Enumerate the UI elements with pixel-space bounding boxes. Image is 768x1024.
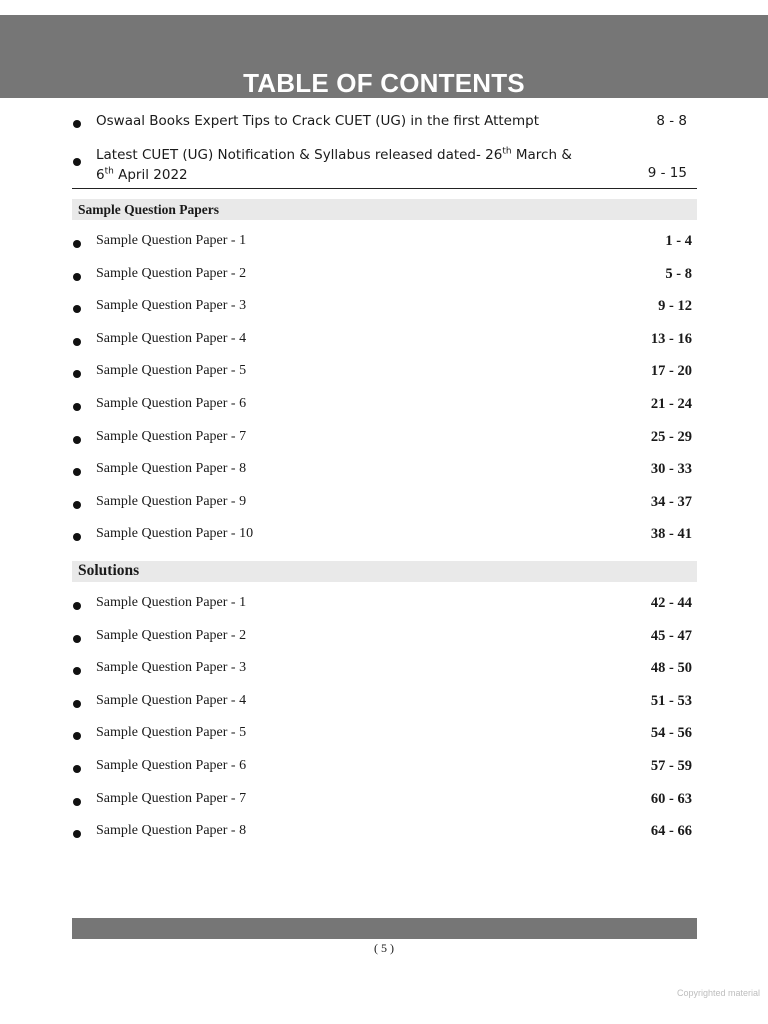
- toc-entry-label: Oswaal Books Expert Tips to Crack CUET (UG) in the first Attempt: [96, 113, 540, 129]
- toc-entry[interactable]: [72, 492, 692, 516]
- toc-entry[interactable]: [72, 658, 692, 682]
- toc-entry-pages: 21 - 24: [650, 396, 692, 412]
- toc-entry[interactable]: [72, 111, 692, 135]
- toc-entry-label: Latest CUET (UG) Notification & Syllabus released dated- 26th March & 6th April 2022: [96, 146, 572, 183]
- toc-entry-label: Sample Question Paper - 5: [96, 725, 247, 741]
- toc-entry-label: Sample Question Paper - 7: [96, 428, 247, 444]
- toc-entry-pages: 38 - 41: [650, 526, 692, 543]
- toc-entry-label: Sample Question Paper - 8: [96, 823, 247, 839]
- toc-entry-pages: 25 - 29: [650, 428, 692, 445]
- toc-entry[interactable]: [72, 626, 692, 650]
- toc-entry-label: Sample Question Paper - 8: [96, 461, 247, 477]
- toc-entry[interactable]: [72, 723, 692, 747]
- toc-entry-label: Sample Question Paper - 3: [96, 298, 247, 314]
- bullet-icon: [73, 468, 81, 476]
- bullet-icon: [73, 120, 81, 128]
- toc-entry-label: Sample Question Paper - 4: [96, 692, 247, 708]
- bullet-icon: [73, 830, 81, 838]
- page-title: TABLE OF CONTENTS: [243, 68, 525, 98]
- bullet-icon: [73, 158, 81, 166]
- toc-entry-label: Sample Question Paper - 9: [96, 493, 247, 509]
- toc-entry[interactable]: [72, 329, 692, 353]
- bullet-icon: [73, 732, 81, 740]
- bullet-icon: [73, 635, 81, 643]
- toc-entry-pages: 51 - 53: [650, 692, 692, 709]
- bullet-icon: [73, 370, 81, 378]
- section-heading-solutions: Solutions: [72, 561, 697, 582]
- toc-entry-pages: 9 - 12: [658, 298, 692, 315]
- bullet-icon: [73, 305, 81, 313]
- bullet-icon: [73, 403, 81, 411]
- toc-entry[interactable]: [72, 821, 692, 845]
- bullet-icon: [73, 667, 81, 675]
- toc-entry-pages: 30 - 33: [650, 461, 692, 478]
- toc-entry-label: Sample Question Paper - 3: [96, 660, 247, 676]
- toc-entry-pages: 5 - 8: [665, 265, 692, 282]
- toc-entry-pages: 34 - 37: [650, 493, 692, 510]
- section-heading-sample-papers: Sample Question Papers: [72, 199, 697, 220]
- toc-entry-label: Sample Question Paper - 2: [96, 265, 247, 281]
- bullet-icon: [73, 436, 81, 444]
- toc-entry[interactable]: [72, 789, 692, 813]
- toc-entry-label: Sample Question Paper - 5: [96, 363, 247, 379]
- toc-entry-pages: 8 - 8: [656, 113, 687, 129]
- toc-entry[interactable]: [72, 459, 692, 483]
- page-number: ( 5 ): [374, 941, 394, 955]
- toc-entry-label: Sample Question Paper - 1: [96, 233, 247, 248]
- toc-entry[interactable]: [72, 427, 692, 451]
- bullet-icon: [73, 501, 81, 509]
- toc-entry[interactable]: [72, 296, 692, 320]
- bullet-icon: [73, 240, 81, 248]
- toc-entry-pages: 60 - 63: [650, 790, 692, 807]
- bullet-icon: [73, 700, 81, 708]
- toc-entry-pages: 1 - 4: [665, 233, 692, 249]
- toc-entry-label: Sample Question Paper - 10: [96, 526, 254, 542]
- toc-entry[interactable]: [72, 524, 692, 548]
- toc-entry-pages: 64 - 66: [650, 823, 692, 840]
- footer-band: [72, 918, 697, 939]
- bullet-icon: [73, 533, 81, 541]
- toc-entry-pages: 9 - 15: [647, 165, 687, 181]
- toc-entry[interactable]: [72, 361, 692, 385]
- toc-entry-pages: 42 - 44: [650, 595, 692, 611]
- bullet-icon: [73, 765, 81, 773]
- toc-entry-label: Sample Question Paper - 7: [96, 790, 247, 806]
- toc-entry-pages: 48 - 50: [650, 660, 692, 677]
- toc-entry-label: Sample Question Paper - 2: [96, 627, 247, 643]
- toc-entry-label: Sample Question Paper - 6: [96, 396, 247, 411]
- toc-entry[interactable]: [72, 593, 692, 617]
- bullet-icon: [73, 338, 81, 346]
- bullet-icon: [73, 602, 81, 610]
- toc-entry[interactable]: [72, 264, 692, 288]
- bullet-icon: [73, 273, 81, 281]
- divider: [72, 188, 697, 189]
- toc-entry-pages: 13 - 16: [650, 330, 692, 347]
- toc-entry-pages: 57 - 59: [650, 758, 692, 774]
- bullet-icon: [73, 798, 81, 806]
- toc-entry-label: Sample Question Paper - 4: [96, 330, 247, 346]
- toc-entry-pages: 54 - 56: [650, 725, 692, 742]
- toc-entry[interactable]: [72, 756, 692, 780]
- toc-entry-pages: 45 - 47: [650, 627, 692, 644]
- toc-entry-label: Sample Question Paper - 1: [96, 595, 247, 610]
- toc-entry[interactable]: [72, 146, 692, 193]
- toc-entry-pages: 17 - 20: [650, 363, 692, 380]
- toc-entry[interactable]: [72, 394, 692, 418]
- toc-entry-label: Sample Question Paper - 6: [96, 758, 247, 773]
- toc-entry[interactable]: [72, 231, 692, 255]
- copyright-watermark: Copyrighted material: [676, 988, 760, 998]
- toc-entry[interactable]: [72, 691, 692, 715]
